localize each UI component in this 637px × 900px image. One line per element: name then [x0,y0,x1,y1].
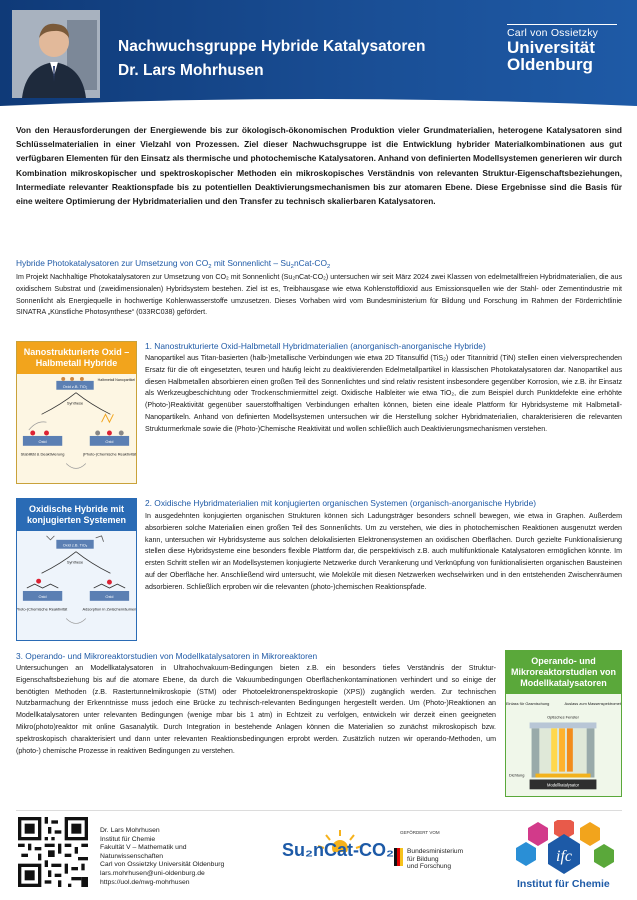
main-section-title: Hybride Photokatalysatoren zur Umsetzung von $CO_2$ mit Sonnenlicht – $Su_2nCat-CO_2$ [16,258,331,270]
contact-email[interactable]: lars.mohrhusen@uni-oldenburg.de [100,869,205,877]
figure-box-3-title: Operando- und Mikroreaktorstudien von Modellkatalysatoren [506,651,621,694]
fig2-oxid-right: Oxid [105,593,114,599]
contact-faculty: Fakultät V – Mathematik und [100,844,187,852]
figure-1-diagram [17,374,136,492]
fig2-photo: (Photo-)Chemische Reaktivität [17,606,68,612]
footer-divider [16,810,622,811]
header-curve [0,96,637,110]
ifc-label: Institut für Chemie [517,878,610,890]
university-logo [507,24,617,73]
fig2-oxid-left: Oxid [38,593,47,599]
eagle-icon [394,848,406,866]
main-section-text: Im Projekt Nachhaltige Photokatalysatoren zur Umsetzung von CO₂ mit Sonnenlicht (Su₂nCat-CO₂) untersuchen wir seit März 2024 zwei Klassen von edelmetallfreien Hybridmaterialien, die aus oxidischem Substrat und (zweidimensionalen) Hybridsystem bestehen. Ziel ist es, Treibhausgase wie etwa Kohlenstoffdioxid aus Emissionsquellen wie der Stahl- oder Zementindustrie mit Sonnenlicht als Energiequelle in hochwertige Kohlenwasserstoffe umzusetzen. Dieses Vorhaben wird vom Bundesministerium für Bildung und Forschung im Rahmen der Förderrichtlinie SINATRA „Künstliche Photosynthese“ (033RC038) gefördert. [16,273,622,317]
bmbf-line-1: Bundesministerium [407,848,464,855]
bmbf-line-2: für Bildung [407,855,439,863]
fig2-synthese: Synthese [66,559,84,565]
fig3-fenster: Optisches Fenster [547,714,579,720]
uni-line-3: Oldenburg [507,55,593,74]
contact-university: Carl von Ossietzky Universität Oldenburg [100,861,225,869]
bmbf-logo [392,830,502,880]
contact-url[interactable]: https://uol.de/nwg-mohrhusen [100,878,190,886]
uni-line-2: Universität [507,38,595,57]
section-3-text: Untersuchungen an Modellkatalysatoren in Ultrahochvakuum-Bedingungen bieten z.B. ein besonders tiefes Verständnis der Struktur-Eigenschaftsbeziehung bis auf die atomare Ebene, da durch die Vakuumbedingungen Oberflächenkontaminationen verhindert und so einige der benötigten Methoden (z.B. Rastertunnelmikroskopie (STM) oder Photoelektronenspektroskopie (XPS)) zugänglich werden. Zur technischen Nutzbarmachung der Erkenntnisse muss jedoch eine Brücke zu technisch-relevanten Bedingungen hergestellt werden. Um (Photo-)Reaktionen an Modellkatalysatoren unter relevanten Bedingungen (wenige mbar bis 1 atm) in Echtzeit zu verfolgen, entwickeln wir derzeit einen geeigneten Mikro(photo)reaktor mit online Gasanalytik. Durch Integration in bestehende Anlagen können die Materialien so zunächst mikroskopisch bzw. spektroskopisch charakterisiert und dann unter relevanten Reaktionsbedingungen erprobt werden. Zusätzlich nutzen wir operando-Methoden, um (photo-) chemische Prozesse in reaktiven Bedingungen zu verstehen. [16,664,496,755]
fig2-oxid-top: Oxid z.B. TiO₂ [62,542,88,548]
fig1-stabilitaet: Stabilität & Deaktivierung [20,451,65,457]
figure-box-1-title: Nanostrukturierte Oxid – Halbmetall Hybride [17,342,136,374]
qr-code[interactable] [18,817,88,887]
bmbf-text [407,848,463,871]
section-2-text: In ausgedehnten konjugierten organischen Strukturen können sich Ladungsträger besonders schnell bewegen, wie etwa in Graphen. Außerdem absorbieren solche Materialien einen großen Teil des Sonnenlichts. Um zu verstehen, wie dies in photochemischen Reaktionen ausgenutzt werden kann, untersuchen wir Hybridsysteme aus solchen delokalisierten Elektronensystemen an oxidischen Oberflächen. Durch gezielte Funktionalisierung stellen diese Hybridsysteme eine besonders flexible Plattform dar, die perspektivisch z.B. auch multifunktionale Katalysatoren ermöglichen könnte. Im ersten Schritt stellen wir an Modellsystemen konjugierte Netzwerke durch Verankerung und Verknüpfung von funktionalisierten organischen Bausteinen auf der Oberfläche her. Anschließend wird untersucht, wie Moleküle mit diesen Netzwerken wechselwirken und in den entstehenden Zwischenräumen adsorbieren. Schließlich erproben wir die relevanten (photo-)chemischen Reaktionspfade. [145,512,622,591]
figure-3-diagram [506,694,621,806]
bmbf-label: GEFÖRDERT VOM [400,830,440,835]
contact-institute: Institut für Chemie [100,835,156,843]
fig3-auslass: Auslass zum Massenspektrometer [564,700,621,706]
fig3-dichtung: Dichtung [508,772,525,778]
ifc-hexagon-logo [508,820,620,880]
figure-box-2 [16,498,137,641]
figure-box-1 [16,341,137,484]
section-1-text: Nanopartikel aus Titan-basierten (halb-)metallische Verbindungen wie etwa 2D Titansulfid (TiS₂) oder Titannitrid (TiN) stellen einen vielversprechenden Ersatz für die oft eingesetzten, teuren und häufig leicht zu deaktivierenden Edelmetallpartikel in klassischen Photokatalysatoren dar. Nanopartikel aus diesen Halbmetallen absorbieren einen großen Teil des Sonnenlichtes und sind relativ resistent insbesondere gegenüber Korrosion, wie z.B. ihr Einsatz als Werkzeugbeschichtung oder Trockenschmiermittel zeigt. Oxidische Halbleiter wie etwa TiO₂, die zum Beispiel durch Punktdefekte eine erhöhte (Photo-)Reaktivität gegenüber sauerstoffhaltigen Verbindungen erhalten können, bieten eine ideale Plattform für Hybridsysteme mit Halbmetall-Nanopartikeln. Anhand von definierten Modellsystemen untersuchen wir die Herstellung solcher Hybridmaterialien, charakterisieren die relevanten Strukturmerkmale sowie die (Photo-)Chemische Reaktivität und wollen schließlich auch Deaktivierungsmechanismen verstehen. [145,354,622,433]
fig1-oxid-right: Oxid [105,438,114,444]
poster-author: Dr. Lars Mohrhusen [118,62,264,79]
fig2-adsorption: Adsorption in Zwischenräumen [82,606,136,612]
figure-2-diagram [17,531,136,649]
bmbf-line-3: und Forschung [407,863,451,871]
figure-box-3 [505,650,622,797]
uni-line-1: Carl von Ossietzky [507,24,617,39]
sun-project-logo [282,840,394,861]
fig1-oxid-top: Oxid z.B. TiO₂ [62,383,88,389]
fig3-modell: Modellkatalysator [547,782,580,788]
fig1-np-label: Halbmetall Nanopartikel [97,377,136,382]
fig1-oxid-left: Oxid [38,438,47,444]
intro-paragraph: Von den Herausforderungen der Energiewende bis zur ökologisch-ökonomischen Produktion vieler Grundmaterialien, heterogene Katalysatoren sind Schlüsselmaterialien in einer Vielzahl von Prozessen. Ziel dieser Nachwuchsgruppe ist die Entwicklung hybrider Materialkombinationen aus gut verfügbaren Elementen für den Einsatz als thermische und photochemische Katalysatoren. Anhand von definierten Modellsystemen generieren wir durch Kombination mikroskopischer und spektroskopischer Methoden ein mikroskopisches Verständnis von relevanten Struktur-Eigenschaftsbeziehungen, Intermediate relevanter Reaktionspfade bis zu potentiellen Deaktivierungsmechanismen bis zur atomaren Ebene. Diese Ergebnisse sind die Basis für eine weitere Optimierung der Hybridmaterialien und den Transfer zu technisch skalierbaren Katalysatoren. [16,125,622,207]
contact-name: Dr. Lars Mohrhusen [100,827,160,834]
figure-box-2-title: Oxidische Hybride mit konjugierten Systemen [17,499,136,531]
fig1-photo: (Photo-)Chemische Reaktivität [82,451,136,457]
section-3-title: 3. Operando- und Mikroreaktorstudien von Modellkatalysatoren in Mikroreaktoren [16,651,318,661]
section-2-title: 2. Oxidische Hybridmaterialien mit konjugierten organischen Systemen (organisch-anorganische Hybride) [145,498,537,508]
poster-header [0,0,637,106]
poster-title: Nachwuchsgruppe Hybride Katalysatoren [118,38,426,55]
ifc-mark: ifc [556,848,572,865]
sun-logo-text: Su₂nCat-CO₂ [282,840,394,860]
fig3-einlass: Einlass für Gasmischung [506,700,550,706]
portrait-photo [12,10,100,98]
contact-block [100,827,224,887]
fig1-synthese: Synthese [66,400,84,406]
contact-faculty-2: Naturwissenschaften [100,852,164,860]
section-1-title: 1. Nanostrukturierte Oxid-Halbmetall Hybridmaterialien (anorganisch-anorganische Hybride) [145,341,486,351]
